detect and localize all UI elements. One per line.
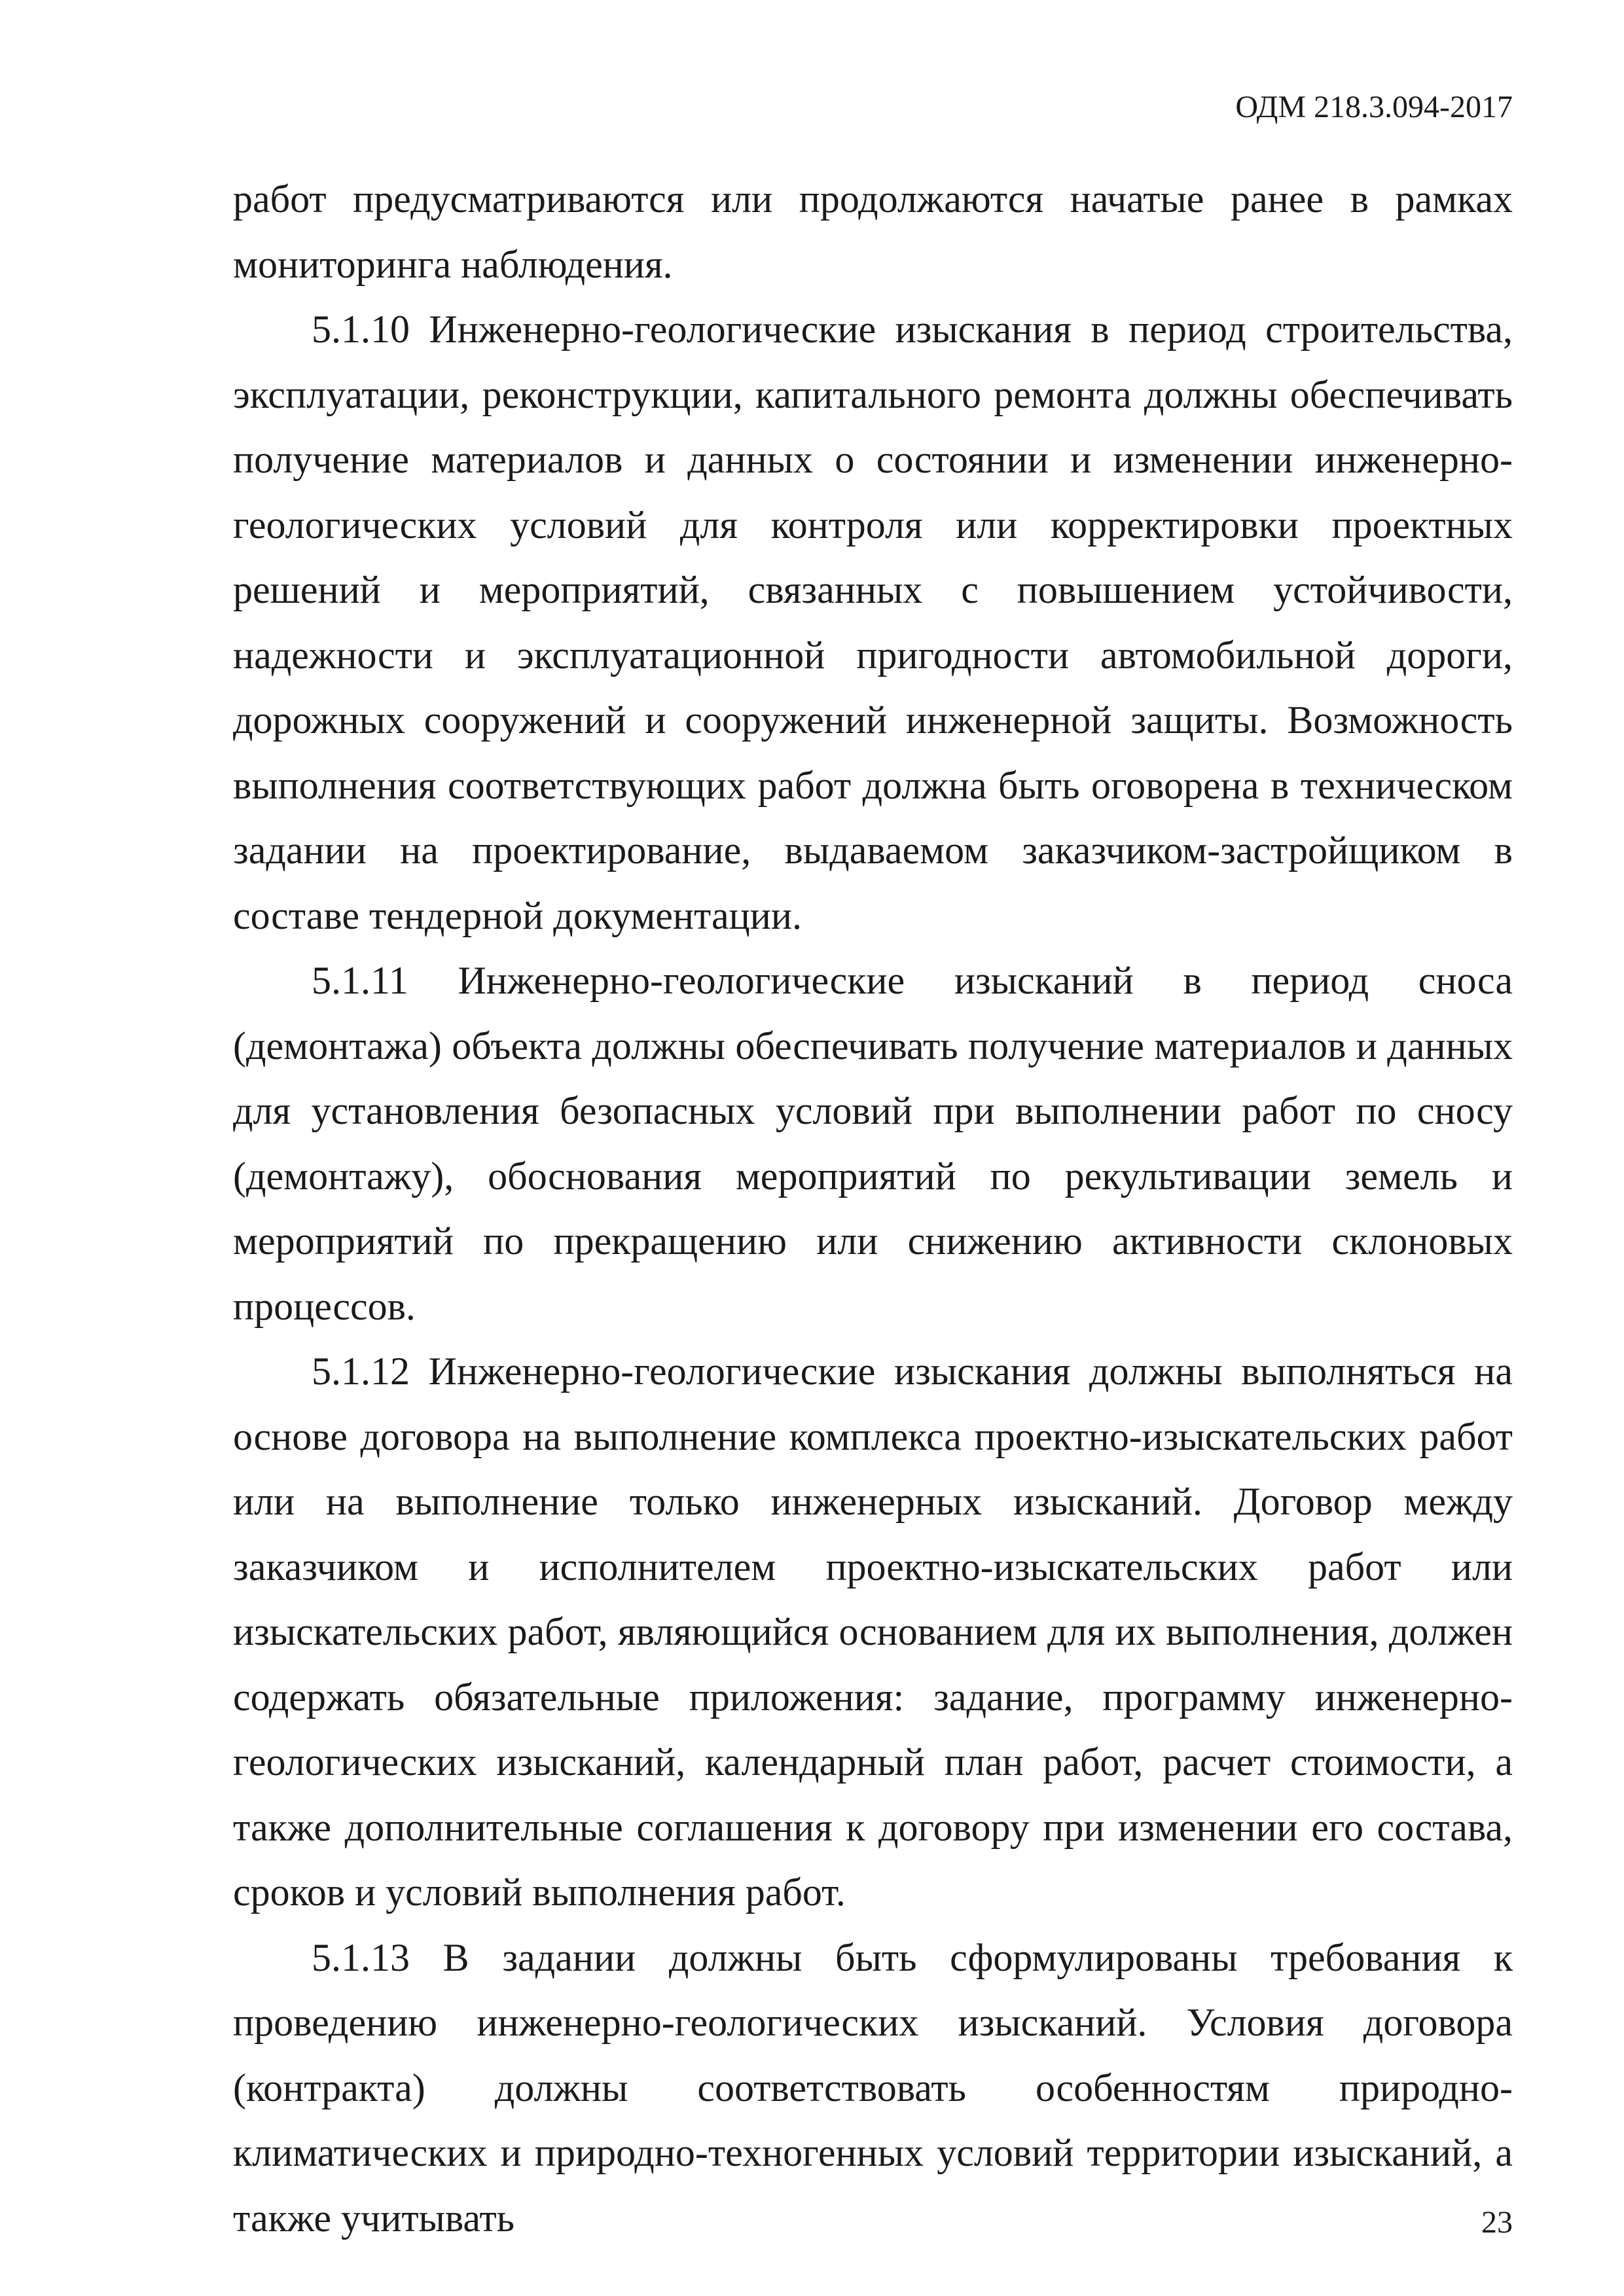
paragraph-5-1-12: 5.1.12 Инженерно-геологические изыскания должны выполняться на основе договора на выполнение комплекса проектно-изыскательских работ или на выполнение только инженерных изысканий. Договор между заказчиком и исполнителем проектно-изыскательских работ или изыскательских работ, являющийся основанием для их выполнения, должен содержать обязательные приложения: задание, программу инженерно-геологических изысканий, календарный план работ, расчет стоимости, а также дополнительные соглашения к договору при изменении его состава, сроков и условий выполнения работ.	[233, 1350, 1513, 1914]
paragraph-5-1-10: 5.1.10 Инженерно-геологические изыскания в период строительства, эксплуатации, реконструкции, капитального ремонта должны обеспечивать получение материалов и данных о состоянии и изменении инженерно-геологических условий для контроля или корректировки проектных решений и мероприятий, связанных с повышением устойчивости, надежности и эксплуатационной пригодности автомобильной дороги, дорожных сооружений и сооружений инженерной защиты. Возможность выполнения соответствующих работ должна быть оговорена в техническом задании на проектирование, выдаваемом заказчиком-застройщиком в составе тендерной документации.	[233, 308, 1513, 937]
document-code-header: ОДМ 218.3.094-2017	[1235, 90, 1513, 124]
paragraph-5-1-11: 5.1.11 Инженерно-геологические изысканий в период сноса (демонтажа) объекта должны обеспечивать получение материалов и данных для установления безопасных условий при выполнении работ по сносу (демонтажу), обоснования мероприятий по рекультивации земель и мероприятий по прекращению или снижению активности склоновых процессов.	[233, 959, 1513, 1328]
document-body	[233, 167, 1513, 2251]
paragraph-5-1-13: 5.1.13 В задании должны быть сформулированы требования к проведению инженерно-геологических изысканий. Условия договора (контракта) должны соответствовать особенностям природно-климатических и природно-техногенных условий территории изысканий, а также учитывать	[233, 1935, 1513, 2240]
page-number: 23	[1481, 2205, 1513, 2240]
paragraph-continuation: работ предусматриваются или продолжаются начатые ранее в рамках мониторинга наблюдения.	[233, 177, 1513, 286]
